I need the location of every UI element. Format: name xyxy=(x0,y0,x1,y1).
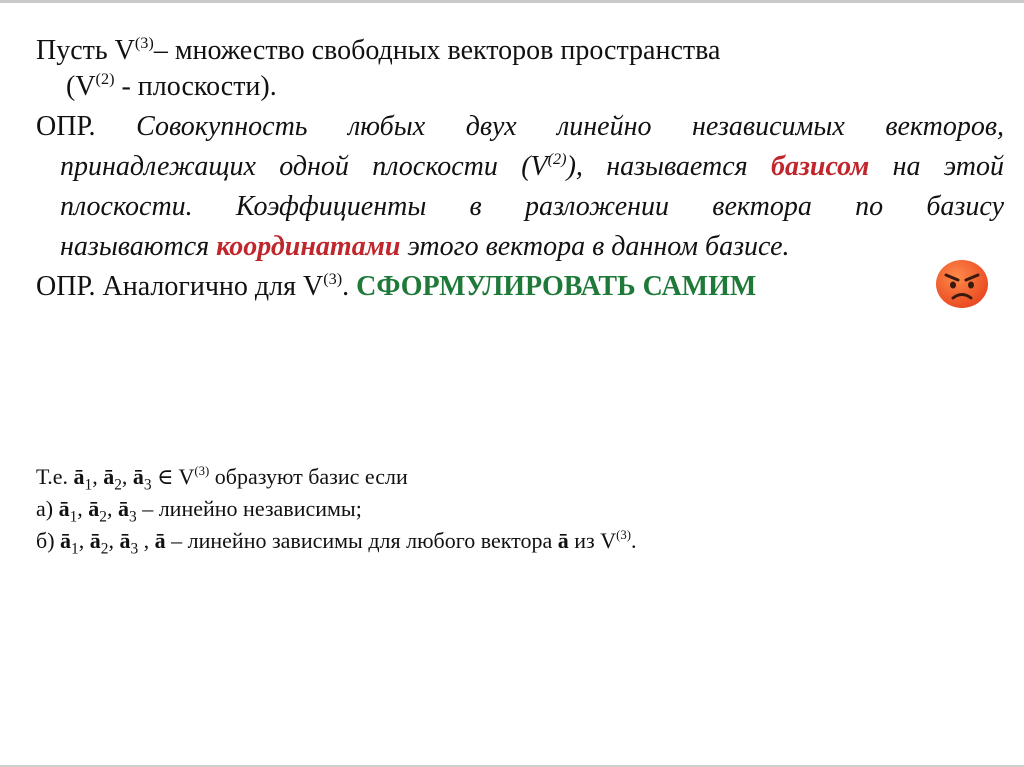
text: ∈ V xyxy=(151,464,195,489)
text: б) xyxy=(36,528,61,553)
subscript: 1 xyxy=(69,508,78,526)
text: – линейно зависимы для любого вектора xyxy=(165,528,558,553)
subscript: 3 xyxy=(130,540,139,558)
intro-text-cont: – множество свободных векторов пространства xyxy=(153,35,721,66)
subscript: 3 xyxy=(129,508,137,526)
intro-text: (V xyxy=(66,71,96,102)
text: образуют базис если xyxy=(209,464,408,489)
definition-text: принадлежащих одной плоскости (V xyxy=(60,151,548,182)
subscript: 2 xyxy=(100,540,109,558)
definition-1-line-2 xyxy=(60,150,1004,184)
subscript: 2 xyxy=(99,508,107,526)
vector-a3: ā xyxy=(132,464,144,489)
definition-text: называются xyxy=(60,231,217,262)
text: . xyxy=(630,528,637,553)
text: , xyxy=(78,528,90,553)
superscript: (2) xyxy=(95,69,115,88)
vector-a1: ā xyxy=(73,464,85,489)
ie-line xyxy=(36,462,408,492)
text: Т.е. xyxy=(36,464,74,489)
superscript: (3) xyxy=(616,528,631,543)
vector-a1: ā xyxy=(60,528,72,553)
condition-b xyxy=(36,526,636,556)
definition-text: Совокупность любых двух линейно независимых векторов, xyxy=(136,111,1005,142)
vector-a2: ā xyxy=(89,528,101,553)
definition-1-line-4 xyxy=(60,230,790,264)
superscript: (3) xyxy=(323,269,343,288)
term-basis: базисом xyxy=(770,151,870,182)
vector-a3: ā xyxy=(118,496,129,521)
intro-text: Пусть V xyxy=(36,35,135,66)
text: а) xyxy=(36,496,59,521)
condition-a xyxy=(36,494,362,524)
vector-a1: ā xyxy=(58,496,70,521)
definition-text: на этой xyxy=(869,151,1004,182)
definition-text: ОПР. Аналогично для V xyxy=(36,271,324,302)
intro-text-cont: - плоскости). xyxy=(114,71,277,102)
subscript: 2 xyxy=(114,476,122,494)
angry-face-icon xyxy=(934,258,990,310)
text: , xyxy=(138,528,155,553)
superscript: (3) xyxy=(134,33,154,52)
text: – линейно независимы; xyxy=(136,496,362,521)
definition-1-line-1 xyxy=(36,110,1004,144)
text: , xyxy=(92,464,104,489)
vector-a2: ā xyxy=(88,496,100,521)
superscript: (2) xyxy=(547,149,567,168)
intro-line-2 xyxy=(66,70,277,104)
text: из V xyxy=(568,528,617,553)
subscript: 1 xyxy=(84,476,93,494)
definition-label: ОПР. xyxy=(36,111,137,142)
subscript: 1 xyxy=(71,540,79,558)
definition-text: . xyxy=(342,271,357,302)
text: , xyxy=(108,528,120,553)
text: , xyxy=(121,464,133,489)
subscript: 3 xyxy=(143,476,152,494)
definition-2 xyxy=(36,270,756,304)
superscript: (3) xyxy=(194,464,210,479)
definition-text: ), называется xyxy=(566,151,771,182)
text: , xyxy=(77,496,89,521)
definition-text: плоскости. Коэффициенты в разложении вектора по базису xyxy=(60,191,1004,222)
vector-a: ā xyxy=(557,528,569,553)
task-callout: СФОРМУЛИРОВАТЬ САМИМ xyxy=(356,271,757,302)
intro-line-1 xyxy=(36,34,720,68)
vector-a2: ā xyxy=(103,464,115,489)
definition-text: этого вектора в данном базисе. xyxy=(400,231,790,262)
definition-1-line-3 xyxy=(60,190,1004,224)
term-coordinates: координатами xyxy=(216,231,401,262)
text: , xyxy=(107,496,118,521)
vector-a: ā xyxy=(154,528,166,553)
vector-a3: ā xyxy=(119,528,131,553)
